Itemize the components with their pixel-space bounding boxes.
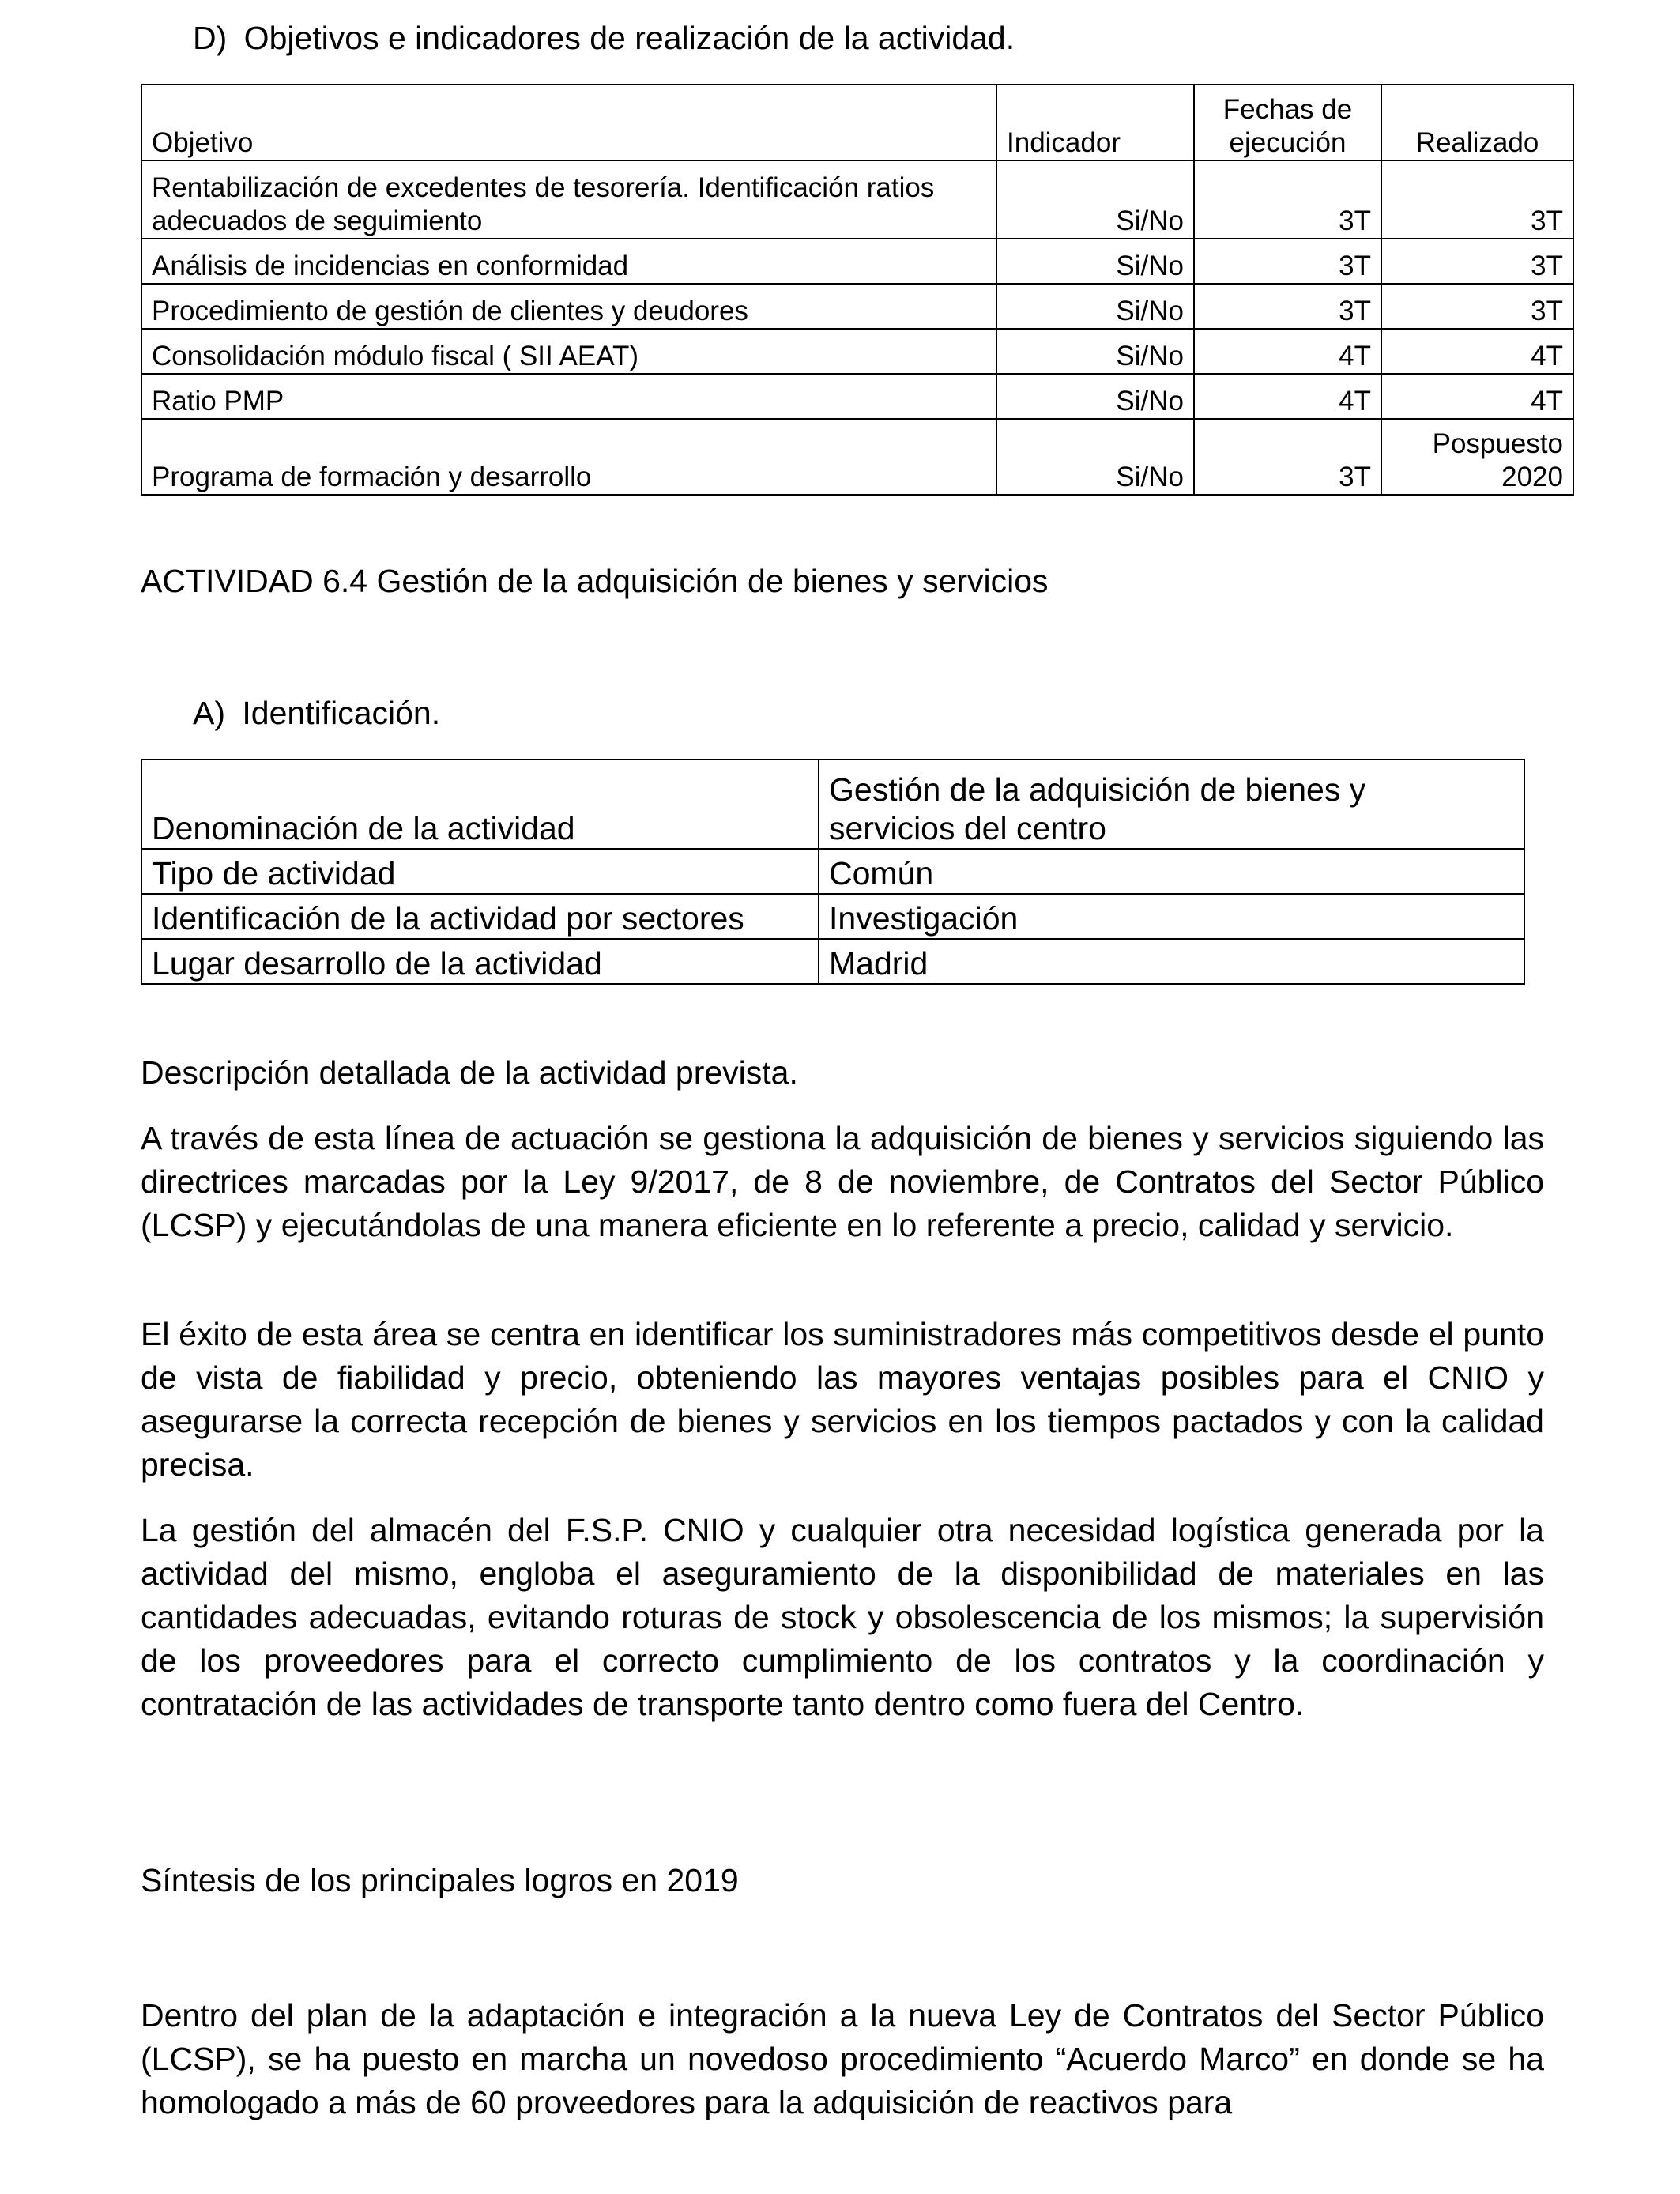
section-a-marker: A) (193, 695, 225, 731)
cell-objetivo-line2: Procedimiento de gestión de clientes y deudores (152, 296, 748, 326)
ident-label: Identificación de la actividad por sectores (141, 894, 819, 939)
cell-objetivo-line2: Análisis de incidencias en conformidad (152, 251, 629, 281)
ident-value-line2: Común (829, 855, 934, 892)
cell-realizado-line2: 3T (1531, 251, 1563, 281)
cell-fechas: 3T (1194, 239, 1381, 284)
cell-objetivo-line2: Ratio PMP (152, 386, 284, 417)
header-fechas-line1: Fechas de (1222, 94, 1353, 125)
cell-objetivo (141, 239, 996, 284)
cell-realizado-line2: 2020 (1501, 462, 1563, 492)
header-fechas (1194, 85, 1381, 160)
section-d-heading (193, 19, 1015, 57)
header-fechas-line2: ejecución (1229, 127, 1347, 158)
table-row (141, 939, 1524, 984)
cell-fechas: 4T (1194, 329, 1381, 374)
ident-value (819, 939, 1524, 984)
cell-objetivo (141, 374, 996, 419)
section-a-heading (193, 694, 440, 732)
cell-realizado-line2: 3T (1531, 296, 1563, 326)
cell-realizado-line2: 4T (1531, 341, 1563, 371)
cell-fechas: 3T (1194, 284, 1381, 329)
table-row (141, 160, 1573, 239)
cell-realizado (1381, 329, 1573, 374)
cell-indicador: Si/No (996, 419, 1194, 495)
cell-indicador: Si/No (996, 374, 1194, 419)
ident-label: Denominación de la actividad (141, 760, 819, 849)
description-paragraph: El éxito de esta área se centra en identificar los suministradores más competitivos desde el punto de vista de fiabilidad y precio, obteniendo las mayores ventajas posibles para el CNIO y asegurarse la correcta recepción de bienes y servicios en los tiempos pactados y con la calidad precisa. (141, 1316, 1544, 1483)
cell-fechas: 3T (1194, 160, 1381, 239)
cell-objetivo-line1: Rentabilización de excedentes de tesorería. Identificación ratios (152, 172, 935, 203)
ident-label: Tipo de actividad (141, 849, 819, 894)
cell-realizado (1381, 239, 1573, 284)
header-indicador: Indicador (996, 85, 1194, 160)
header-realizado: Realizado (1381, 85, 1573, 160)
cell-objetivo (141, 419, 996, 495)
cell-objetivo-line2: Programa de formación y desarrollo (152, 462, 592, 492)
ident-value-line2: Madrid (829, 945, 929, 982)
cell-realizado (1381, 374, 1573, 419)
cell-objetivo-line2: Consolidación módulo fiscal ( SII AEAT) (152, 341, 639, 371)
header-objetivo: Objetivo (141, 85, 996, 160)
section-a-title: Identificación. (242, 695, 441, 731)
cell-objetivo (141, 160, 996, 239)
identification-table (141, 759, 1525, 985)
table-row (141, 374, 1573, 419)
cell-indicador: Si/No (996, 160, 1194, 239)
cell-indicador: Si/No (996, 329, 1194, 374)
cell-realizado (1381, 419, 1573, 495)
table-row (141, 239, 1573, 284)
table-row (141, 849, 1524, 894)
cell-objetivo (141, 284, 996, 329)
table-row (141, 894, 1524, 939)
description-heading: Descripción detallada de la actividad prevista. (141, 1054, 798, 1091)
cell-realizado-line2: 4T (1531, 386, 1563, 417)
table-row (141, 284, 1573, 329)
ident-value-line2: Investigación (829, 900, 1019, 937)
description-paragraph: A través de esta línea de actuación se gestiona la adquisición de bienes y servicios siguiendo las directrices marcadas por la Ley 9/2017, de 8 de noviembre, de Contratos del Sector Público (LCSP) y ejecutándolas de una manera eficiente en lo referente a precio, calidad y servicio. (141, 1120, 1544, 1243)
cell-realizado (1381, 284, 1573, 329)
cell-objetivo (141, 329, 996, 374)
cell-objetivo-line2: adecuados de seguimiento (152, 205, 483, 236)
table-row (141, 329, 1573, 374)
achievements-paragraph: Dentro del plan de la adaptación e integración a la nueva Ley de Contratos del Sector Público (LCSP), se ha puesto en marcha un novedoso procedimiento “Acuerdo Marco” en donde se ha homologado a más de 60 proveedores para la adquisición de reactivos para (141, 1997, 1544, 2120)
ident-value (819, 894, 1524, 939)
ident-value (819, 849, 1524, 894)
table-row (141, 419, 1573, 495)
cell-indicador: Si/No (996, 284, 1194, 329)
cell-fechas: 4T (1194, 374, 1381, 419)
description-paragraph: La gestión del almacén del F.S.P. CNIO y cualquier otra necesidad logística generada por la actividad del mismo, engloba el aseguramiento de la disponibilidad de materiales en las cantidades adecuadas, evitando roturas de stock y obsolescencia de los mismos; la supervisión de los proveedores para el correcto cumplimiento de los contratos y la coordinación y contratación de las actividades de transporte tanto dentro como fuera del Centro. (141, 1512, 1544, 1722)
table-header-row (141, 85, 1573, 160)
objectives-table (141, 84, 1574, 496)
section-d-title: Objetivos e indicadores de realización de la actividad. (243, 20, 1015, 56)
cell-realizado-line2: 3T (1531, 205, 1563, 236)
ident-value (819, 760, 1524, 849)
table-row (141, 760, 1524, 849)
achievements-heading: Síntesis de los principales logros en 2019 (141, 1862, 739, 1898)
cell-indicador: Si/No (996, 239, 1194, 284)
ident-label: Lugar desarrollo de la actividad (141, 939, 819, 984)
ident-value-line1: Gestión de la adquisición de bienes y (829, 771, 1366, 808)
ident-value-line2: servicios del centro (829, 810, 1106, 846)
section-d-marker: D) (193, 20, 228, 56)
activity-heading: ACTIVIDAD 6.4 Gestión de la adquisición de bienes y servicios (141, 563, 1049, 599)
cell-realizado-line1: Pospuesto (1432, 428, 1563, 459)
cell-realizado (1381, 160, 1573, 239)
cell-fechas: 3T (1194, 419, 1381, 495)
